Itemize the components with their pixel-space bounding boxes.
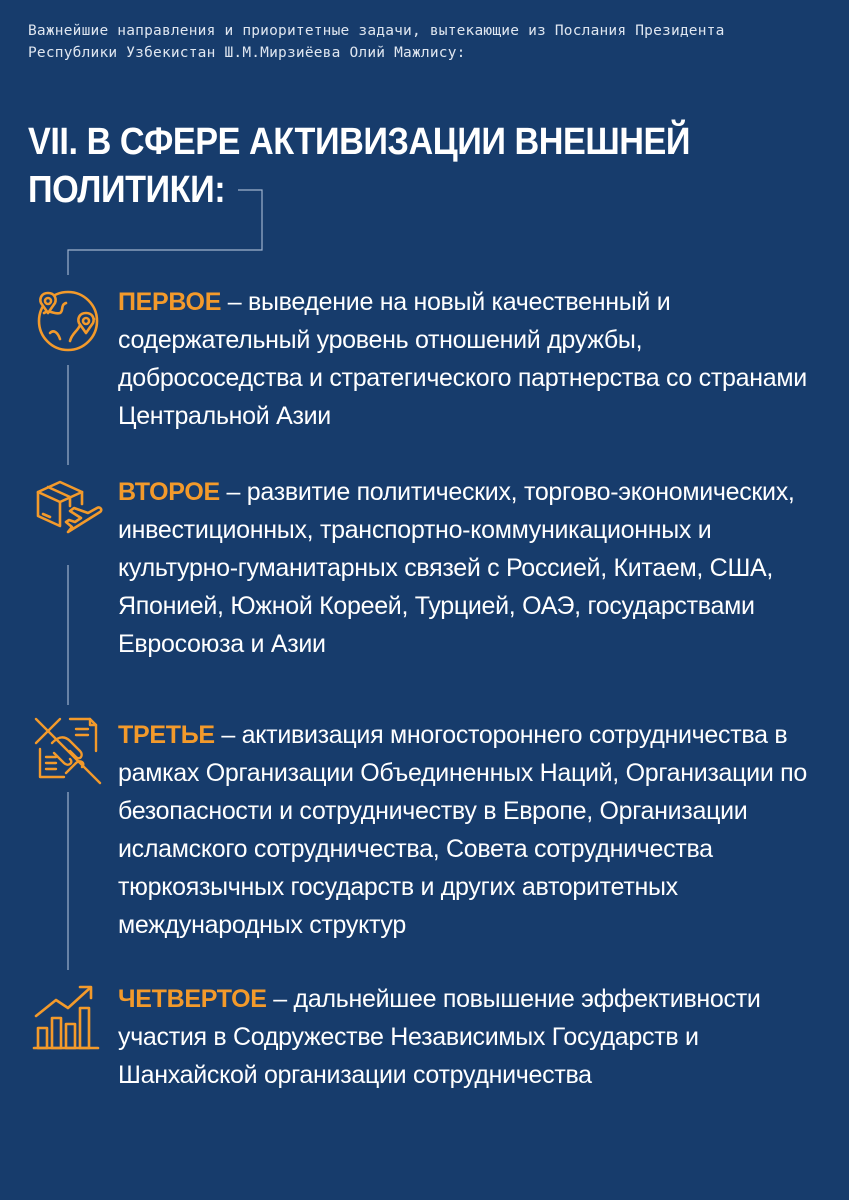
item-heading: ЧЕТВЕРТОЕ <box>118 985 267 1013</box>
growth-chart-icon <box>28 978 104 1054</box>
list-item-fourth <box>118 980 830 1094</box>
list-item-first <box>118 283 830 435</box>
handshake-document-icon <box>30 713 106 789</box>
list-item-second <box>118 473 830 663</box>
item-heading: ПЕРВОЕ <box>118 288 222 316</box>
item-text: – выведение на новый качественный и содержательный уровень отношений дружбы, добрососедства и стратегического партнерства со странами Центральной Азии <box>118 288 807 430</box>
list-item-third <box>118 716 830 944</box>
intro-text: Важнейшие направления и приоритетные задачи, вытекающие из Послания Президента Республики Узбекистан Ш.М.Мирзиёева Олий Мажлису: <box>28 23 725 61</box>
item-heading: ТРЕТЬЕ <box>118 721 215 749</box>
item-heading: ВТОРОЕ <box>118 478 220 506</box>
item-text: – активизация многостороннего сотрудничества в рамках Организации Объединенных Наций, Организации по безопасности и сотрудничеству в Европе, Организации исламского сотрудничества, Совета сотрудничества тюркоязычных государств и других авторитетных международных структур <box>118 721 807 939</box>
globe-location-icon <box>30 283 106 359</box>
item-text: – развитие политических, торгово-экономических, инвестиционных, транспортно-коммуникационных и культурно-гуманитарных связей с Россией, Китаем, США, Японией, Южной Кореей, Турцией, ОАЭ, государствами Евросоюза и Азии <box>118 478 795 658</box>
item-text: – дальнейшее повышение эффективности участия в Содружестве Независимых Государств и Шанхайской организации сотрудничества <box>118 985 761 1089</box>
box-airplane-icon <box>30 470 106 546</box>
page-title: VII. В СФЕРЕ АКТИВИЗАЦИИ ВНЕШНЕЙ ПОЛИТИКИ: <box>28 121 691 211</box>
